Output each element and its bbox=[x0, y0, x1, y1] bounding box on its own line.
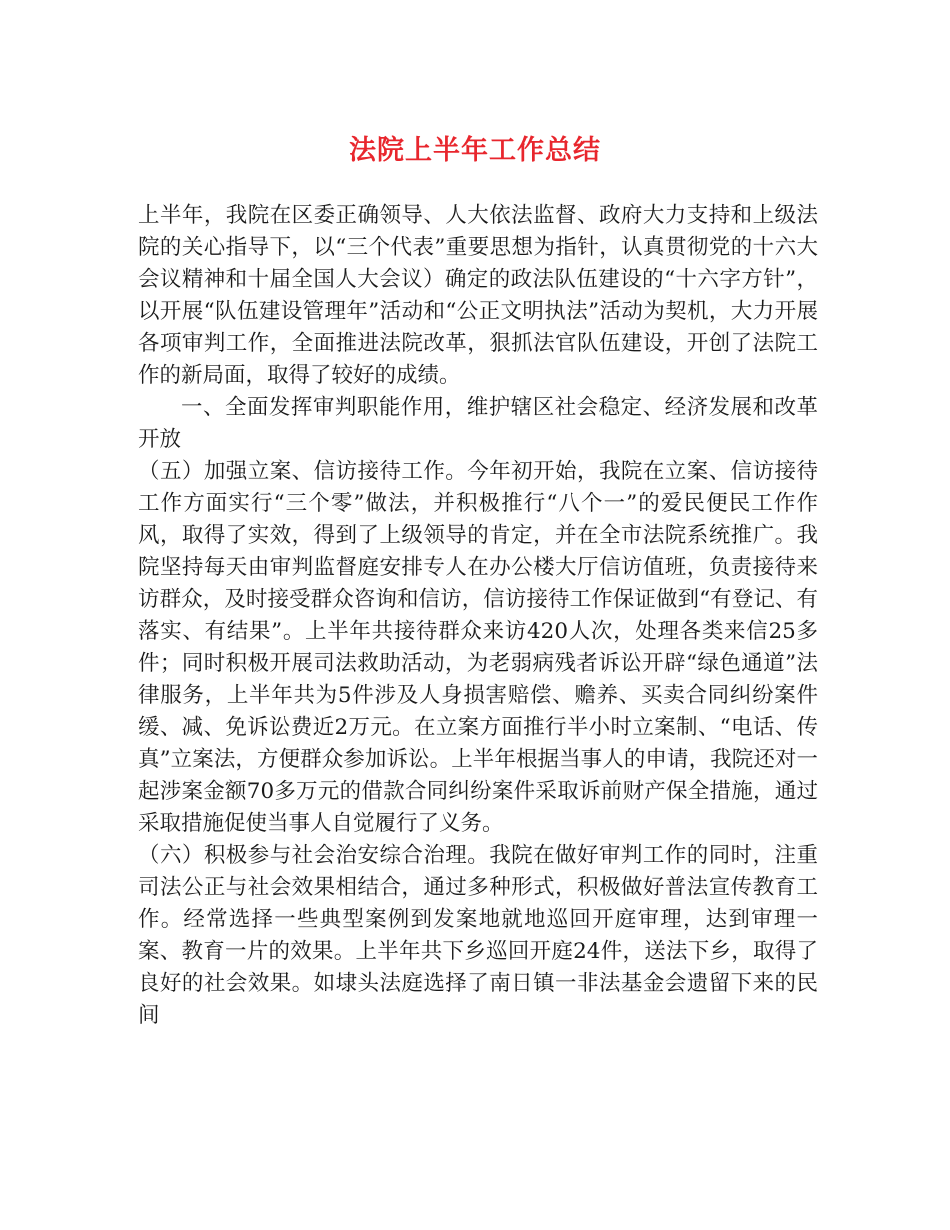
intro-paragraph: 上半年，我院在区委正确领导、人大依法监督、政府大力支持和上级法院的关心指导下，以“三个代表”重要思想为指针，认真贯彻党的十六大会议精神和十届全国人大会议）确定的政法队伍建设的“十六字方针”，以开展“队伍建设管理年”活动和“公正文明执法”活动为契机，大力开展各项审判工作，全面推进法院改革，狠抓法官队伍建设，开创了法院工作的新局面，取得了较好的成绩。 bbox=[138, 203, 818, 388]
document-title: 法院上半年工作总结 bbox=[349, 135, 601, 166]
paragraph-item-6: （六）积极参与社会治安综合治理。我院在做好审判工作的同时，注重司法公正与社会效果相结合，通过多种形式，积极做好普法宣传教育工作。经常选择一些典型案例到发案地就地巡回开庭审理，达到审理一案、教育一片的效果。上半年共下乡巡回开庭24件，送法下乡，取得了良好的社会效果。如埭头法庭选择了南日镇一非法基金会遗留下来的民间 bbox=[138, 843, 818, 1028]
paragraph-item-5: （五）加强立案、信访接待工作。今年初开始，我院在立案、信访接待工作方面实行“三个零”做法，并积极推行“八个一”的爱民便民工作作风，取得了实效，得到了上级领导的肯定，并在全市法院系统推广。我院坚持每天由审判监督庭安排专人在办公楼大厅信访值班，负责接待来访群众，及时接受群众咨询和信访，信访接待工作保证做到“有登记、有落实、有结果”。上半年共接待群众来访420人次，处理各类来信25多件；同时积极开展司法救助活动，为老弱病残者诉讼开辟“绿色通道”法律服务，上半年共为5件涉及人身损害赔偿、赡养、买卖合同纠纷案件缓、减、免诉讼费近2万元。在立案方面推行半小时立案制、“电话、传真”立案法，方便群众参加诉讼。上半年根据当事人的申请，我院还对一起涉案金额70多万元的借款合同纠纷案件采取诉前财产保全措施，通过采取措施促使当事人自觉履行了义务。 bbox=[138, 459, 818, 836]
section-heading-1: 一、全面发挥审判职能作用，维护辖区社会稳定、经济发展和改革开放 bbox=[138, 395, 818, 452]
document-body bbox=[138, 200, 818, 1032]
